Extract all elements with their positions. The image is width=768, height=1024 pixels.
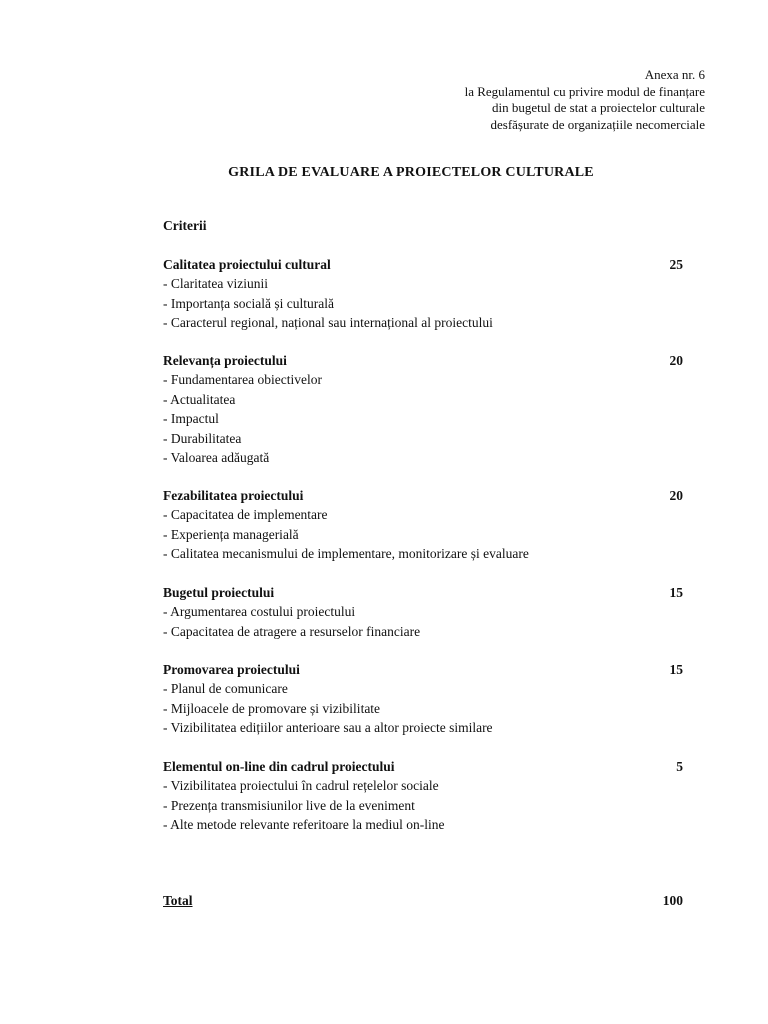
criterion-item: - Calitatea mecanismului de implementare, monitorizare și evaluare (163, 546, 529, 562)
criterion-item: - Durabilitatea (163, 430, 242, 446)
criterion-points: 25 (669, 257, 683, 272)
criterion-points: 20 (669, 488, 683, 503)
criterion-item: - Argumentarea costului proiectului (163, 604, 356, 620)
document-title: GRILA DE EVALUARE A PROIECTELOR CULTURALE (228, 165, 594, 180)
criterion-item: - Claritatea viziunii (163, 276, 268, 292)
annex-line: Anexa nr. 6 (644, 67, 705, 82)
criterion-section (163, 660, 683, 738)
annex-line: din bugetul de stat a proiectelor culturale (492, 100, 705, 115)
annex-line: desfășurate de organizațiile necomerciale (490, 116, 705, 132)
criterion-section (163, 486, 683, 564)
criterion-section (163, 351, 683, 467)
criteria-label: Criterii (163, 218, 207, 233)
criterion-item: - Capacitatea de atragere a resurselor financiare (163, 623, 421, 639)
criterion-points: 5 (676, 759, 683, 774)
criterion-heading (163, 660, 683, 679)
criterion-heading (163, 351, 683, 370)
criterion-name: Bugetul proiectului (163, 585, 275, 600)
criterion-item: - Vizibilitatea proiectului în cadrul rețelelor sociale (163, 778, 439, 794)
criterion-points: 15 (669, 662, 683, 677)
criterion-section (163, 255, 683, 333)
criterion-item: - Alte metode relevante referitoare la mediul on-line (163, 817, 445, 833)
criterion-item: - Importanța socială și culturală (163, 295, 334, 311)
criterion-name: Promovarea proiectului (163, 662, 300, 677)
criterion-name: Fezabilitatea proiectului (163, 488, 304, 503)
total-value: 100 (662, 893, 683, 908)
criterion-section (163, 583, 683, 641)
criterion-heading (163, 486, 683, 505)
criterion-item: - Vizibilitatea edițiilor anterioare sau a altor proiecte similare (163, 720, 493, 736)
criterion-name: Calitatea proiectului cultural (163, 257, 331, 272)
criterion-item: - Impactul (163, 411, 219, 427)
criterion-heading (163, 757, 683, 776)
criterion-item: - Valoarea adăugată (163, 450, 270, 466)
criterion-item: - Caracterul regional, național sau internațional al proiectului (163, 315, 493, 331)
total-row (163, 891, 683, 910)
annex-reference (465, 67, 705, 133)
criterion-item: - Mijloacele de promovare și vizibilitate (163, 700, 381, 716)
criterion-item: - Capacitatea de implementare (163, 507, 328, 523)
total-label: Total (163, 893, 193, 908)
criterion-points: 20 (669, 353, 683, 368)
criterion-item: - Fundamentarea obiectivelor (163, 372, 322, 388)
criterion-name: Relevanța proiectului (163, 353, 287, 368)
criterion-points: 15 (669, 585, 683, 600)
criterion-heading (163, 255, 683, 274)
criterion-name: Elementul on-line din cadrul proiectului (163, 759, 395, 774)
annex-line: la Regulamentul cu privire modul de finanțare (464, 83, 705, 99)
criterion-item: - Prezența transmisiunilor live de la eveniment (163, 797, 415, 813)
criterion-item: - Actualitatea (163, 391, 236, 407)
criterion-item: - Experiența managerială (163, 526, 299, 542)
criterion-item: - Planul de comunicare (163, 681, 288, 697)
criterion-heading (163, 583, 683, 602)
criterion-section (163, 757, 683, 835)
